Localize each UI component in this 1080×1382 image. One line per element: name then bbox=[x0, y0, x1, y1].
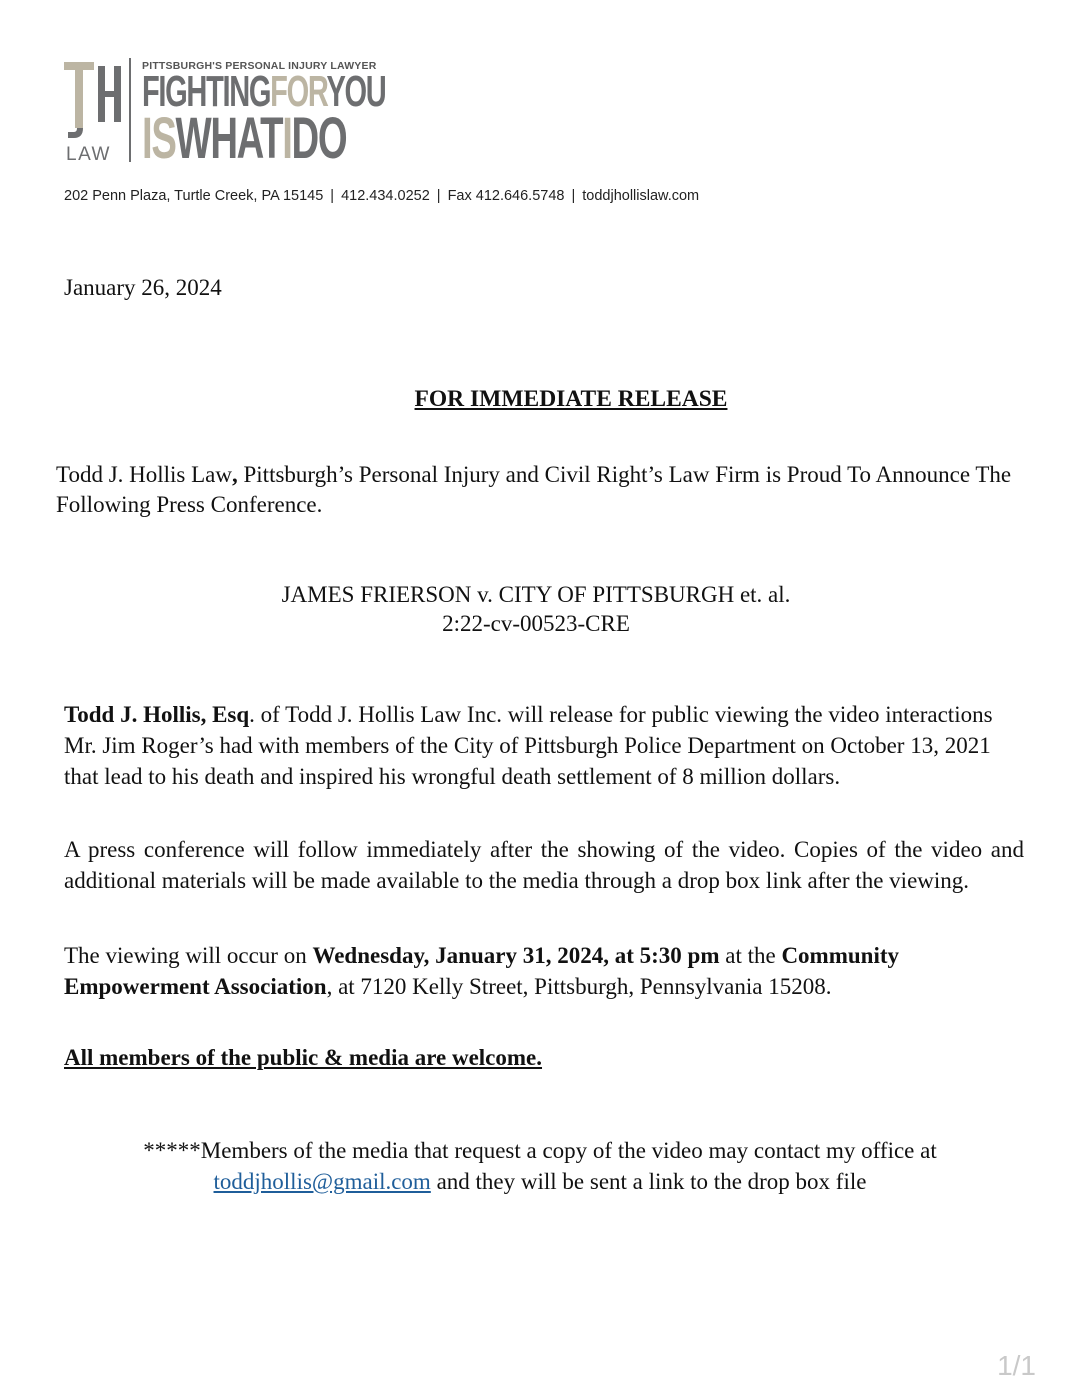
phone: 412.434.0252 bbox=[341, 188, 430, 204]
logo-tagline: PITTSBURGH'S PERSONAL INJURY LAWYER bbox=[142, 60, 377, 72]
contact-line bbox=[64, 188, 699, 204]
case-title: JAMES FRIERSON v. CITY OF PITTSBURGH et. al. bbox=[281, 582, 791, 607]
intro-paragraph: Todd J. Hollis Law, Pittsburgh’s Personal Injury and Civil Right’s Law Firm is Proud To Announce The Following Press Conference. bbox=[56, 462, 1012, 517]
separator: | bbox=[330, 188, 335, 204]
separator: | bbox=[571, 188, 576, 204]
paragraph-announcement: Todd J. Hollis, Esq. of Todd J. Hollis Law Inc. will release for public viewing the video interactions Mr. Jim Roger’s had with members of the City of Pittsburgh Police Department on October 13, 2021 that lead to his death and inspired his wrongful death settlement of 8 million dollars. bbox=[64, 702, 993, 789]
logo-slogan-line1: FIGHTINGFORYOU bbox=[142, 67, 386, 116]
media-note bbox=[0, 1135, 1080, 1197]
media-note-line1: *****Members of the media that request a copy of the video may contact my office at bbox=[143, 1138, 937, 1163]
welcome-statement: All members of the public & media are welcome. bbox=[64, 1045, 543, 1070]
logo-law-text: LAW bbox=[66, 144, 111, 165]
paragraph-press-conference: A press conference will follow immediately after the showing of the video. Copies of the video and additional materials will be made available to the media through a drop box link after the viewing. bbox=[64, 837, 1024, 893]
case-number: 2:22-cv-00523-CRE bbox=[442, 611, 630, 636]
firm-logo bbox=[62, 58, 392, 171]
paragraph-viewing-details: The viewing will occur on Wednesday, January 31, 2024, at 5:30 pm at the Community Empowerment Association, at 7120 Kelly Street, Pittsburgh, Pennsylvania 15208. bbox=[64, 943, 899, 999]
release-heading: FOR IMMEDIATE RELEASE bbox=[414, 386, 728, 412]
website-link[interactable]: toddjhollislaw.com bbox=[582, 188, 700, 204]
fax: Fax 412.646.5748 bbox=[447, 188, 565, 204]
case-caption bbox=[0, 580, 1072, 638]
logo-slogan-line2: ISWHATIDO bbox=[142, 106, 347, 171]
address: 202 Penn Plaza, Turtle Creek, PA 15145 bbox=[64, 188, 324, 204]
page-indicator: 1/1 bbox=[997, 1350, 1036, 1381]
release-date: January 26, 2024 bbox=[64, 275, 222, 300]
media-note-line2: toddjhollis@gmail.com and they will be sent a link to the drop box file bbox=[213, 1169, 867, 1194]
separator: | bbox=[436, 188, 441, 204]
email-link[interactable]: toddjhollis@gmail.com bbox=[213, 1169, 431, 1194]
